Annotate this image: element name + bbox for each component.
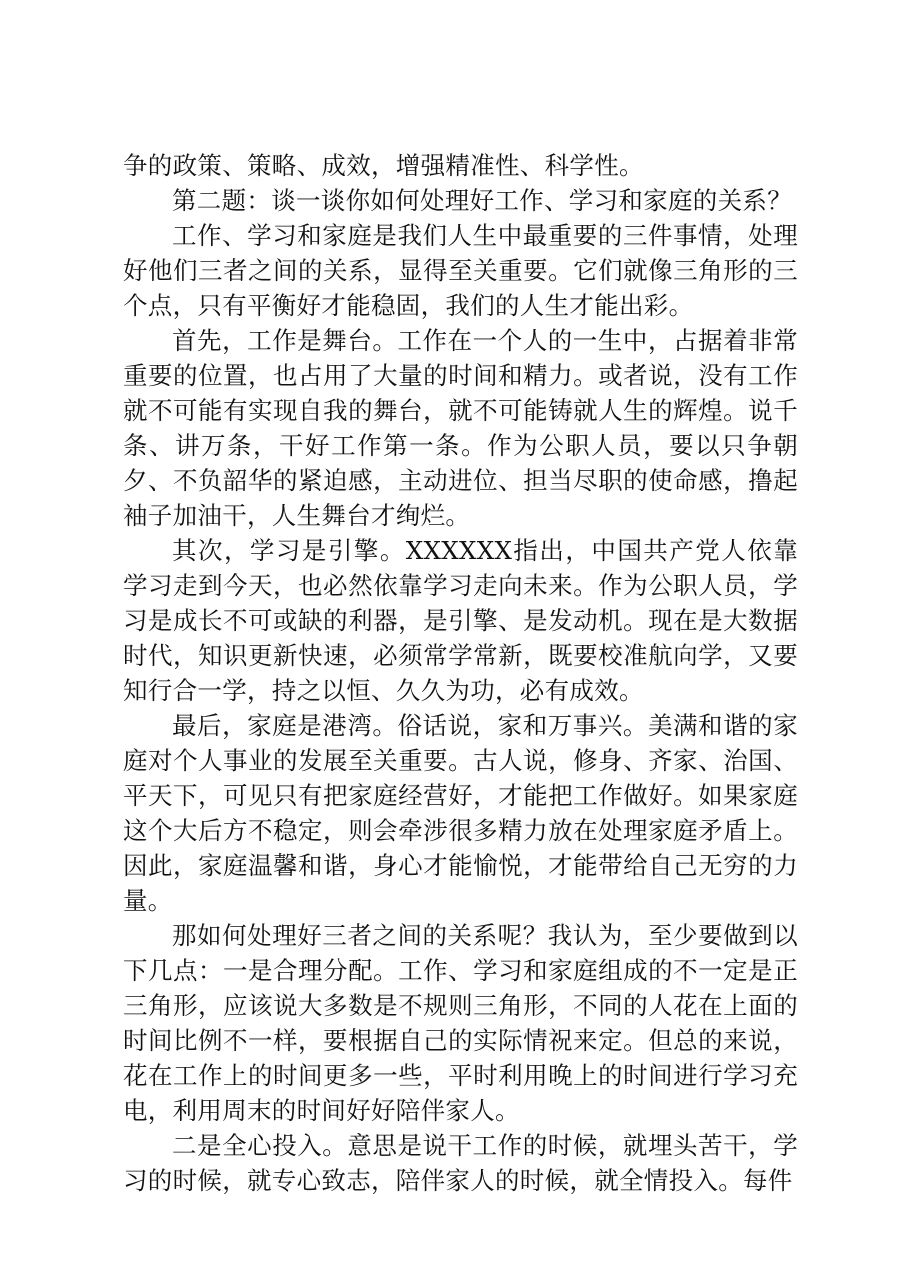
paragraph-intro: 工作、学习和家庭是我们人生中最重要的三件事情，处理好他们三者之间的关系，显得至关重要。它们就像三角形的三个点，只有平衡好才能稳固，我们的人生才能出彩。 xyxy=(123,221,798,320)
paragraph-balance: 那如何处理好三者之间的关系呢？我认为，至少要做到以下几点：一是合理分配。工作、学习和家庭组成的不一定是正三角形，应该说大多数是不规则三角形，不同的人花在上面的时间比例不一样，要根据自己的实际情祝来定。但总的来说，花在工作上的时间更多一些，平时利用晚上的时间进行学习充电，利用周末的时间好好陪伴家人。 xyxy=(123,921,798,1125)
paragraph-full-devotion: 二是全心投入。意思是说干工作的时候，就埋头苦干，学习的时候，就专心致志，陪伴家人的时候，就全情投入。每件 xyxy=(123,1131,798,1195)
paragraph-work: 首先，工作是舞台。工作在一个人的一生中，占据着非常重要的位置，也占用了大量的时间和精力。或者说，没有工作就不可能有实现自我的舞台，就不可能铸就人生的辉煌。说千条、讲万条，干好工作第一条。作为公职人员，要以只争朝夕、不负韶华的紧迫感，主动进位、担当尽职的使命感，撸起袖子加油干，人生舞台才绚烂。 xyxy=(123,326,798,530)
paragraph-family: 最后，家庭是港湾。俗话说，家和万事兴。美满和谐的家庭对个人事业的发展至关重要。古人说，修身、齐家、治国、平天下，可见只有把家庭经营好，才能把工作做好。如果家庭这个大后方不稳定，则会牵涉很多精力放在处理家庭矛盾上。因此，家庭温馨和谐，身心才能愉悦，才能带给自己无穷的力量。 xyxy=(123,711,798,915)
paragraph-question-heading: 第二题：谈一谈你如何处理好工作、学习和家庭的关系？ xyxy=(172,186,792,215)
document-body xyxy=(123,148,798,1198)
paragraph-study: 其次，学习是引擎。XXXXXX指出，中国共产党人依靠学习走到今天，也必然依靠学习走向未来。作为公职人员，学习是成长不可或缺的利器，是引擎、是发动机。现在是大数据时代，知识更新快速，必须常学常新，既要校准航向学，又要知行合一学，持之以恒、久久为功，必有成效。 xyxy=(123,536,798,705)
paragraph-continuation: 争的政策、策略、成效，增强精准性、科学性。 xyxy=(123,151,644,180)
